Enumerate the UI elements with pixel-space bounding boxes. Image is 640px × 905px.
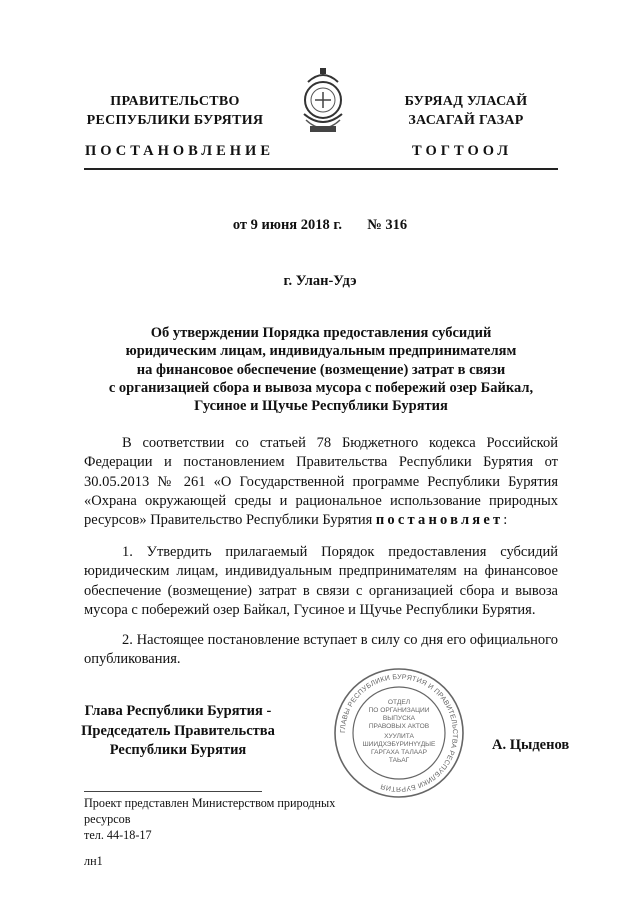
- stamp-line: ГАРГАХА ТАЛААР: [371, 749, 427, 756]
- signatory-position: [78, 702, 278, 761]
- title-line: с организацией сбора и вывоза мусора с побережий озер Байкал,: [108, 379, 534, 396]
- header-left-block: [80, 92, 270, 130]
- clause-1-text: 1. Утвердить прилагаемый Порядок предоставления субсидий юридическим лицам, индивидуальным предпринимателям на финансовое обеспечение (возмещение) затрат в связи с организацией сбора и вывоза мусора с побережий озер Байкал, Гусиное и Щучье Республики Бурятия.: [84, 544, 558, 618]
- footer-line: Проект представлен Министерством природных: [84, 796, 336, 810]
- preamble-end: :: [503, 512, 508, 529]
- footer-divider: [84, 791, 262, 792]
- clause-2-paragraph: [84, 631, 558, 670]
- footer-line: тел. 44-18-17: [84, 828, 152, 842]
- header-right-line: ЗАСАГАЙ ГАЗАР: [408, 113, 524, 128]
- stamp-line: ШИИДХЭБҮРИНҮҮДЫЕ: [362, 741, 436, 748]
- title-line: юридическим лицам, индивидуальным предпринимателям: [125, 343, 517, 360]
- header-divider: [84, 168, 558, 170]
- signatory-name: А. Цыденов: [492, 737, 570, 753]
- stamp-line: ОТДЕЛ: [387, 699, 411, 706]
- clause-1-paragraph: [84, 543, 558, 620]
- official-stamp-icon: [332, 666, 466, 800]
- footer-code: лн1: [84, 854, 103, 868]
- title-line: Гусиное и Щучье Республики Бурятия: [194, 398, 448, 415]
- footer-note: [84, 795, 384, 869]
- footer-line: ресурсов: [84, 812, 131, 826]
- header-left-line: ПРАВИТЕЛЬСТВО: [110, 94, 240, 109]
- preamble-text: В соответствии со статьей 78 Бюджетного кодекса Российской Федерации и постановлением Правительства Республики Бурятия от 30.05.2013 № 261 «О Государственной программе Республики Бурятия «Охрана окружающей среды и рациональное использование природных ресурсов» Правительство Республики Бурятия: [84, 435, 558, 529]
- position-line: Республики Бурятия: [109, 742, 247, 758]
- stamp-line: ТАЬАГ: [388, 757, 410, 764]
- header-dotted-divider: [84, 172, 558, 176]
- header-right-line: БУРЯАД УЛАСАЙ: [404, 94, 528, 109]
- title-line: на финансовое обеспечение (возмещение) затрат в связи: [136, 361, 506, 378]
- clause-2-text: 2. Настоящее постановление вступает в силу со дня его официального опубликования.: [84, 632, 558, 668]
- decree-number: № 316: [367, 217, 408, 233]
- decree-date: от 9 июня 2018 г.: [232, 217, 342, 233]
- doc-type-right: ТОГТООЛ: [412, 143, 513, 159]
- header-right-block: [386, 92, 546, 130]
- preamble-paragraph: [84, 434, 558, 530]
- doc-type-left: ПОСТАНОВЛЕНИЕ: [85, 143, 275, 159]
- stamp-line: ПО ОРГАНИЗАЦИИ: [368, 707, 430, 714]
- stamp-line: ВЫПУСКА: [382, 715, 416, 722]
- date-line: [0, 217, 640, 234]
- title-line: Об утверждении Порядка предоставления субсидий: [150, 325, 492, 341]
- stamp-line: ХУУЛИТА: [384, 733, 414, 740]
- position-line: Председатель Правительства: [81, 722, 275, 739]
- position-line: Глава Республики Бурятия -: [84, 703, 272, 719]
- header-left-line: РЕСПУБЛИКИ БУРЯТИЯ: [86, 113, 264, 128]
- stamp-line: ПРАВОВЫХ АКТОВ: [368, 723, 430, 730]
- resolves-word: постановляет: [375, 512, 504, 529]
- coat-of-arms-icon: [296, 66, 350, 138]
- decree-city: г. Улан-Удэ: [283, 273, 357, 289]
- decree-title: [84, 324, 558, 415]
- stamp-ring-text: ГЛАВЫ РЕСПУБЛИКИ БУРЯТИЯ И ПРАВИТЕЛЬСТВА РЕСПУБЛИКИ БУРЯТИЯ: [339, 673, 459, 793]
